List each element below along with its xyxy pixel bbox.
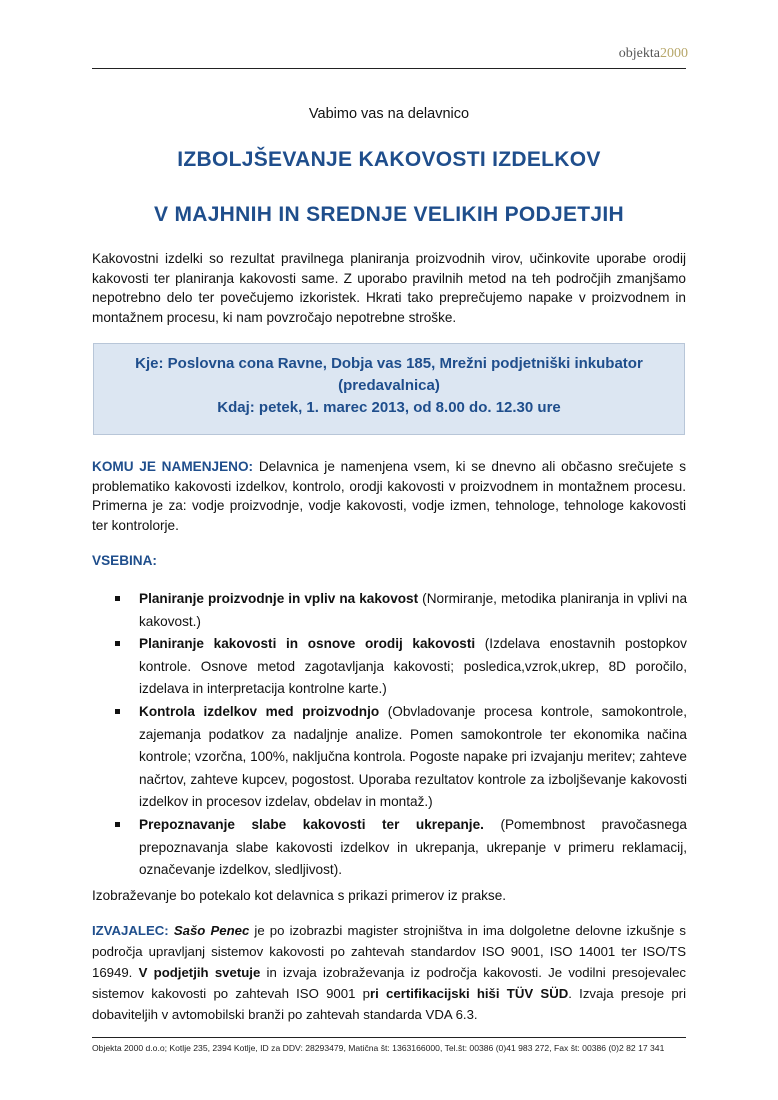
company-logo (619, 46, 688, 62)
lecturer-bold-1: V podjetjih svetuje (138, 965, 261, 980)
lecturer-label: IZVAJALEC: (92, 923, 169, 938)
item-title: Kontrola izdelkov med proizvodnjo (139, 703, 380, 719)
location-line: Kje: Poslovna cona Ravne, Dobja vas 185, Mrežni podjetniški inkubator (135, 355, 643, 372)
location-detail: (predavalnica) (338, 377, 440, 394)
audience-paragraph (92, 457, 686, 535)
list-item (115, 701, 687, 814)
footer-divider (92, 1037, 686, 1038)
item-text: (Normiranje, metodika planiranja in vplivi na kakovost.) (139, 591, 687, 629)
lecturer-bold-2: ri certifikacijski hiši TÜV SÜD (370, 986, 569, 1001)
bullet-icon (115, 822, 120, 827)
bullet-icon (115, 709, 120, 714)
list-item (115, 814, 687, 882)
lecturer-text-2: in izvaja izobraževanja iz področja kakovosti. Je vodilni presojevalec sistemov kakovosti po zahtevah ISO 9001 p (92, 965, 686, 1001)
invitation-line: Vabimo vas na delavnico (308, 106, 470, 122)
lecturer-text-1: je po izobrazbi magister strojništva in ima dolgoletne delovne izkušnje s področja upravljanj sistemov kakovosti po zahtevah standardov ISO 9001, ISO 14001 ter ISO/TS 16949. (92, 923, 686, 980)
intro-paragraph: Kakovostni izdelki so rezultat pravilnega planiranja proizvodnih virov, učinkovite uporabe orodij kakovosti ter planiranja kakovosti same. Z uporabo pravilnih metod na teh področjih zmanjšamo nepotrebno delo ter povečujemo izkoristek. Hkrati tako preprečujemo napake v proizvodnem in montažnem procesu, ki nam povzročajo nepotrebne stroške. (92, 251, 686, 325)
content-heading: VSEBINA: (92, 553, 157, 568)
title-line-1: IZBOLJŠEVANJE KAKOVOSTI IZDELKOV (177, 148, 601, 171)
header-divider (92, 68, 686, 69)
item-text: (Izdelava enostavnih postopkov kontrole. Osnove metod zagotavljanja kakovosti; posledica,vzrok,ukrep, 8D poročilo, izdelava in interpretacija kontrolne karte.) (139, 636, 687, 697)
item-title: Prepoznavanje slabe kakovosti ter ukrepanje. (139, 816, 484, 832)
bullet-icon (115, 641, 120, 646)
title-line-2: V MAJHNIH IN SREDNJE VELIKIH PODJETJIH (154, 203, 624, 226)
item-text: (Pomembnost pravočasnega prepoznavanja slabe kakovosti izdelkov in ukrepanja, ukrepanje v primeru reklamacij, označevanje izdelkov, sledljivost). (139, 816, 687, 878)
list-item (115, 588, 687, 633)
content-list (115, 588, 687, 882)
date-line: Kdaj: petek, 1. marec 2013, od 8.00 do. 12.30 ure (217, 399, 561, 416)
lecturer-paragraph (92, 920, 686, 1025)
audience-text: Delavnica je namenjena vsem, ki se dnevno ali občasno srečujete s problematiko kakovosti izdelkov, kontrolo, orodji kakovosti v proizvodnem in montažnem procesu. Primerna je za: vodje proizvodnje, vodje kakovosti, vodje izmen, tehnologe, tehnologe kakovosti ter kontrolorje. (92, 459, 686, 533)
logo-text: objekta (618, 46, 660, 61)
item-title: Planiranje proizvodnje in vpliv na kakovost (139, 591, 419, 606)
lecturer-name: Sašo Penec (173, 923, 250, 938)
bullet-icon (115, 596, 120, 601)
list-item (115, 633, 687, 701)
item-text: (Obvladovanje procesa kontrole, samokontrole, zajemanja podatkov za nadaljnje analize. Pomen samokontrole ter ekonomika načina kontrole; vzorčna, 100%, naključna kontrola. Pogoste napake pri izvajanju meritev; zahteve načrtov, zahteve kupcev, pogostost. Uporaba rezultatov kontrole za izboljševanje kakovosti izdelkov in procesov izdelav, obdelav in montaž.) (139, 703, 687, 810)
workshop-paragraph: Izobraževanje bo potekalo kot delavnica s prikazi primerov iz prakse. (92, 888, 507, 903)
audience-label: KOMU JE NAMENJENO: (92, 459, 254, 474)
lecturer-text-3: . Izvaja presoje pri dobaviteljih v avtomobilski branži po zahtevah standarda VDA 6.3. (92, 986, 686, 1022)
footer-contact: Objekta 2000 d.o.o; Kotlje 235, 2394 Kotlje, ID za DDV: 28293479, Matična št: 1363166000, Tel.št: 00386 (0)41 983 272, Fax št: 00386 (0)2 82 17 341 (92, 1043, 665, 1053)
event-info-box (93, 343, 685, 435)
item-title: Planiranje kakovosti in osnove orodij kakovosti (139, 636, 476, 652)
logo-year: 2000 (660, 46, 688, 61)
